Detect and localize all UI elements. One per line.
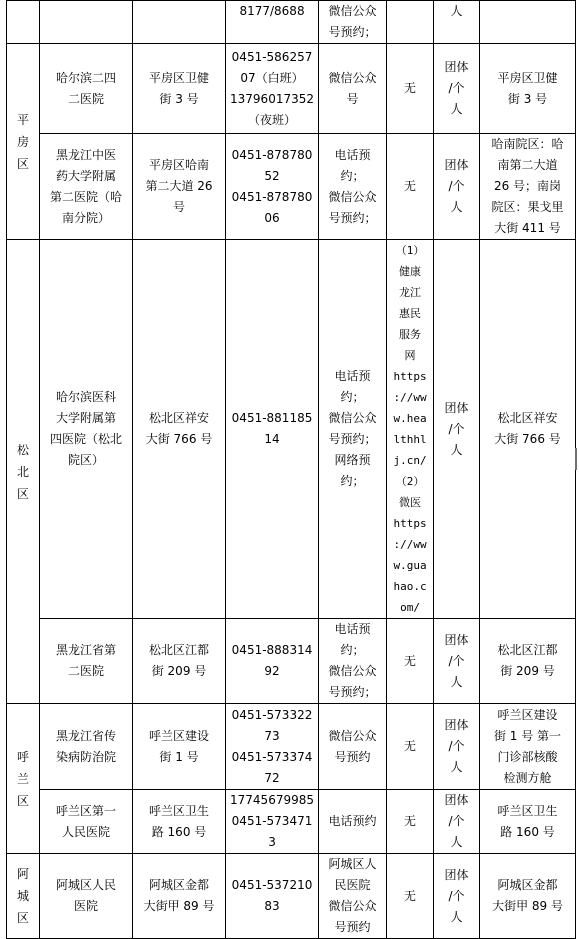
phone-cell: 0451-537210 83 <box>226 854 319 939</box>
site-cell: 松北区祥安 大街 766 号 <box>480 240 576 619</box>
site-cell <box>480 1 576 44</box>
group-cell: 人 <box>434 1 480 44</box>
hospital-cell: 黑龙江省第 二医院 <box>40 619 133 704</box>
booking-cell: 电话预约 <box>319 790 387 854</box>
hospital-cell: 黑龙江省传 染病防治院 <box>40 704 133 790</box>
address-cell: 松北区江都 街 209 号 <box>133 619 226 704</box>
group-cell: 团体 /个 人 <box>434 134 480 240</box>
group-cell: 团体 /个 人 <box>434 704 480 790</box>
district-cell: 呼兰区 <box>7 704 40 854</box>
booking-cell: 电话预 约； 微信公众 号预约； <box>319 134 387 240</box>
district-cell: 阿城区 <box>7 854 40 939</box>
phone-cell: 17745679985 0451-573471 3 <box>226 790 319 854</box>
booking-cell: 电话预 约； 微信公众 号预约； 网络预 约； <box>319 240 387 619</box>
online-cell: 无 <box>387 44 434 134</box>
online-cell: 无 <box>387 619 434 704</box>
table-row <box>7 44 576 134</box>
address-cell: 呼兰区建设 街 1 号 <box>133 704 226 790</box>
table-row <box>7 854 576 939</box>
group-cell: 团体 /个 人 <box>434 240 480 619</box>
hospital-cell <box>40 1 133 44</box>
group-cell: 团体 /个 人 <box>434 854 480 939</box>
address-cell: 阿城区金都 大街甲 89 号 <box>133 854 226 939</box>
table-row <box>7 240 576 619</box>
testing-sites-table <box>6 0 576 939</box>
booking-cell: 电话预 约； 微信公众 号预约； <box>319 619 387 704</box>
group-cell: 团体 /个 人 <box>434 790 480 854</box>
page-edge-marker <box>575 448 577 470</box>
table-row <box>7 134 576 240</box>
booking-cell: 微信公众 号 <box>319 44 387 134</box>
phone-cell: 8177/8688 <box>226 1 319 44</box>
booking-cell: 微信公众 号预约 <box>319 704 387 790</box>
hospital-cell: 哈尔滨二四 二医院 <box>40 44 133 134</box>
address-cell: 平房区卫健 街 3 号 <box>133 44 226 134</box>
hospital-cell: 黑龙江中医 药大学附属 第二医院（哈 南分院） <box>40 134 133 240</box>
booking-cell: 微信公众 号预约； <box>319 1 387 44</box>
hospital-cell: 呼兰区第一 人民医院 <box>40 790 133 854</box>
online-cell: 无 <box>387 134 434 240</box>
online-cell <box>387 1 434 44</box>
address-cell: 呼兰区卫生 路 160 号 <box>133 790 226 854</box>
district-cell: 平房区 <box>7 44 40 240</box>
phone-cell: 0451-586257 07（白班） 13796017352 （夜班） <box>226 44 319 134</box>
district-cell <box>7 1 40 44</box>
booking-cell: 阿城区人 民医院 微信公众 号预约 <box>319 854 387 939</box>
online-cell: 无 <box>387 854 434 939</box>
phone-cell: 0451-878780 52 0451-878780 06 <box>226 134 319 240</box>
site-cell: 松北区江都 街 209 号 <box>480 619 576 704</box>
document-page <box>6 0 576 939</box>
table-row <box>7 704 576 790</box>
table-row <box>7 619 576 704</box>
phone-cell: 0451-881185 14 <box>226 240 319 619</box>
group-cell: 团体 /个 人 <box>434 619 480 704</box>
district-cell: 松北区 <box>7 240 40 704</box>
site-cell: 平房区卫健 街 3 号 <box>480 44 576 134</box>
table-row <box>7 790 576 854</box>
group-cell: 团体 /个 人 <box>434 44 480 134</box>
online-cell: 无 <box>387 704 434 790</box>
site-cell: 哈南院区：哈 南第二大道 26 号；南岗 院区：果戈里 大街 411 号 <box>480 134 576 240</box>
table-row <box>7 1 576 44</box>
address-cell <box>133 1 226 44</box>
site-cell: 阿城区金都 大街甲 89 号 <box>480 854 576 939</box>
hospital-cell: 阿城区人民 医院 <box>40 854 133 939</box>
phone-cell: 0451-573322 73 0451-573374 72 <box>226 704 319 790</box>
address-cell: 松北区祥安 大街 766 号 <box>133 240 226 619</box>
online-cell: （1） 健康 龙江 惠民 服务 网 https ://ww w.hea lthhl j.cn/ （2） 微医 https ://ww w.gua hao.c om/ <box>387 240 434 619</box>
site-cell: 呼兰区卫生 路 160 号 <box>480 790 576 854</box>
hospital-cell: 哈尔滨医科 大学附属第 四医院（松北 院区） <box>40 240 133 619</box>
phone-cell: 0451-888314 92 <box>226 619 319 704</box>
site-cell: 呼兰区建设 街 1 号 第一 门诊部核酸 检测方舱 <box>480 704 576 790</box>
address-cell: 平房区哈南 第二大道 26 号 <box>133 134 226 240</box>
online-cell: 无 <box>387 790 434 854</box>
